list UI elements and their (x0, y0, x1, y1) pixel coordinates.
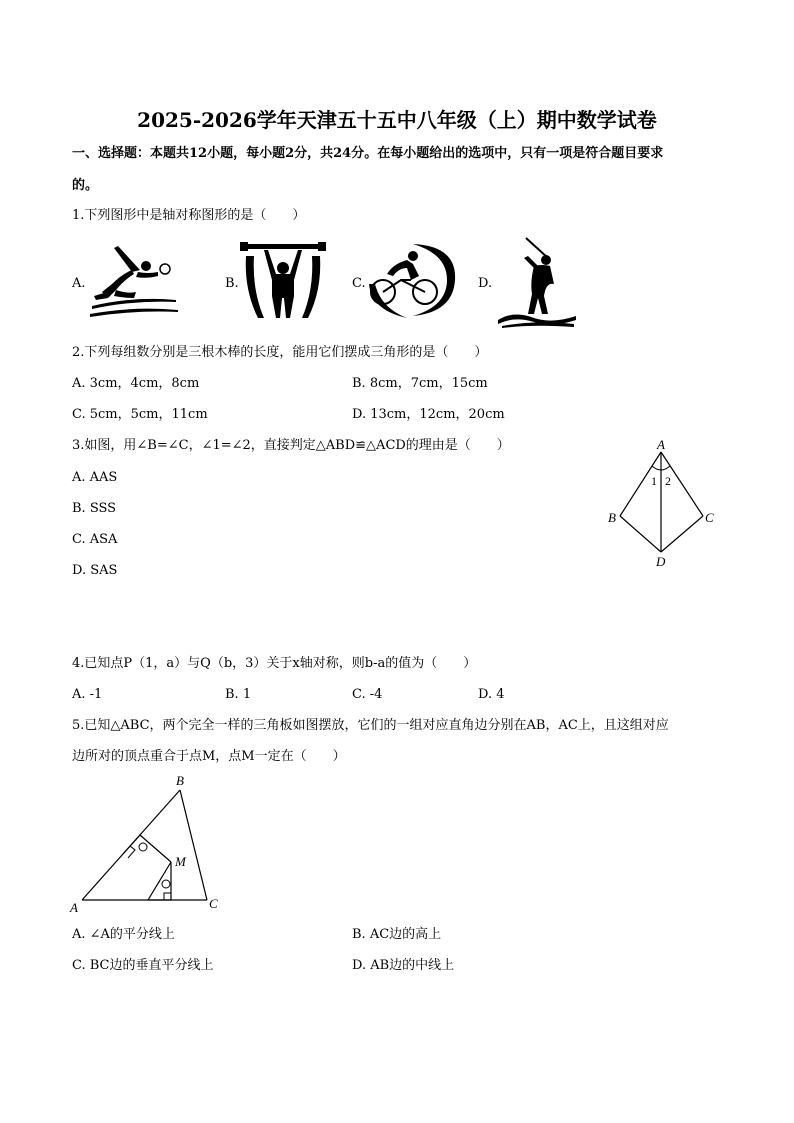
question-3-option-c: C. ASA (72, 532, 118, 547)
section-instructions-line2: 的。 (72, 178, 99, 193)
kite-figure-abd-acd (600, 436, 730, 572)
question-1-option-a: A. (72, 276, 86, 291)
question-4-option-d: D. 4 (478, 687, 505, 702)
vertex-label-a: A (657, 437, 665, 452)
question-5-option-c: C. BC边的垂直平分线上 (72, 958, 214, 973)
angle-label-1: 1 (651, 474, 657, 488)
vertex-label-c: C (209, 896, 218, 911)
weightlifter-icon (240, 240, 326, 320)
question-4-stem: 4.已知点P（1，a）与Q（b，3）关于x轴对称，则b-a的值为（ ） (72, 656, 477, 671)
point-label-m: M (175, 854, 186, 869)
triangle-figure-abc-m (68, 772, 228, 916)
page-title: 2025-2026学年天津五十五中八年级（上）期中数学试卷 (137, 108, 657, 132)
question-1-option-d: D. (478, 276, 493, 291)
section-instructions-line1: 一、选择题：本题共12小题，每小题2分，共24分。在每小题给出的选项中，只有一项是符合题目要求 (72, 146, 664, 161)
question-1-stem: 1.下列图形中是轴对称图形的是（ ） (72, 208, 306, 223)
question-1-option-b: B. (225, 276, 239, 291)
vertex-label-d: D (656, 554, 666, 569)
vertex-label-a: A (70, 900, 78, 915)
question-1-option-c: C. (352, 276, 366, 291)
question-4-option-a: A. -1 (72, 687, 103, 702)
volleyball-player-icon (88, 240, 180, 322)
question-4-option-c: C. -4 (352, 687, 383, 702)
vertex-label-b: B (176, 773, 184, 788)
question-3-stem: 3.如图，用∠B=∠C，∠1=∠2，直接判定△ABD≌△ACD的理由是（ ） (72, 438, 510, 453)
question-5-option-a: A. ∠A的平分线上 (72, 927, 175, 942)
question-3-option-d: D. SAS (72, 563, 118, 578)
question-5-option-d: D. AB边的中线上 (352, 958, 455, 973)
question-5-stem-line2: 边所对的顶点重合于点M，点M一定在（ ） (72, 749, 346, 764)
question-2-option-c: C. 5cm，5cm，11cm (72, 407, 208, 422)
vertex-label-b: B (608, 510, 616, 525)
golfer-icon (494, 236, 578, 328)
angle-label-2: 2 (665, 474, 671, 488)
question-2-option-a: A. 3cm，4cm，8cm (72, 376, 200, 391)
question-2-stem: 2.下列每组数分别是三根木棒的长度，能用它们摆成三角形的是（ ） (72, 345, 488, 360)
question-4-option-b: B. 1 (225, 687, 252, 702)
question-3-option-a: A. AAS (72, 470, 118, 485)
question-3-option-b: B. SSS (72, 501, 117, 516)
question-2-option-d: D. 13cm，12cm，20cm (352, 407, 505, 422)
vertex-label-c: C (705, 510, 714, 525)
question-5-option-b: B. AC边的高上 (352, 927, 442, 942)
question-2-option-b: B. 8cm，7cm，15cm (352, 376, 488, 391)
question-5-stem-line1: 5.已知△ABC，两个完全一样的三角板如图摆放，它们的一组对应直角边分别在AB，AC上，且这组对应 (72, 718, 669, 733)
cyclist-icon (367, 240, 459, 320)
